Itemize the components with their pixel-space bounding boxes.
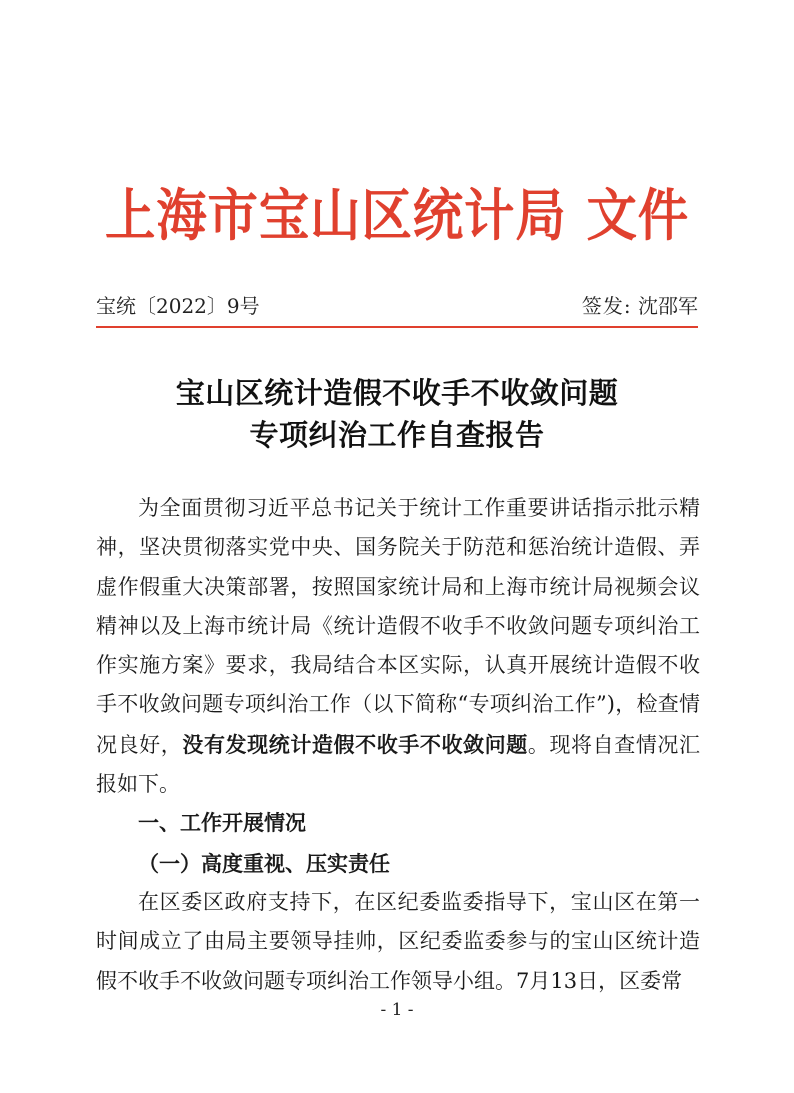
section-heading-1: 一、工作开展情况 — [138, 811, 306, 836]
signer — [582, 290, 698, 319]
report-title-line-1: 宝山区统计造假不收手不收敛问题 — [175, 376, 619, 410]
intro-text-2: 。现将自查情况汇报如下。 — [96, 732, 701, 797]
signer-name: 沈邵军 — [638, 294, 698, 318]
masthead-suffix: 文件 — [586, 183, 690, 249]
paragraph-2: 在区委区政府支持下，在区纪委监委指导下，宝山区在第一时间成立了由局主要领导挂帅，区纪委监委参与的宝山区统计造假不收手不收敛问题专项纠治工作领导小组。7月13日，区委常 — [96, 889, 700, 993]
report-title-line-2: 专项纠治工作自查报告 — [249, 418, 545, 452]
intro-paragraph — [96, 489, 700, 804]
document-number: 宝统〔2022〕9号 — [96, 294, 260, 318]
masthead-title — [40, 172, 755, 252]
page-number: - 1 - — [380, 1000, 414, 1020]
report-body — [96, 489, 700, 1001]
intro-text-1: 为全面贯彻习近平总书记关于统计工作重要讲话指示批示精神，坚决贯彻落实党中央、国务院关于防范和惩治统计造假、弄虚作假重大决策部署，按照国家统计局和上海市统计局视频会议精神以及上海市统计局《统计造假不收手不收敛问题专项纠治工作实施方案》要求，我局结合本区实际，认真开展统计造假不收手不收敛问题专项纠治工作（以下简称“专项纠治工作”)，检查情况良好， — [96, 496, 700, 757]
red-separator-line — [96, 326, 698, 328]
document-info-row — [96, 290, 698, 319]
signer-label: 签发: — [581, 294, 632, 318]
report-title — [0, 372, 794, 456]
masthead-agency: 上海市宝山区统计局 — [104, 183, 567, 249]
subsection-heading-1: （一）高度重视、压实责任 — [138, 850, 390, 876]
intro-emphasis: 没有发现统计造假不收手不收敛问题 — [182, 731, 528, 757]
